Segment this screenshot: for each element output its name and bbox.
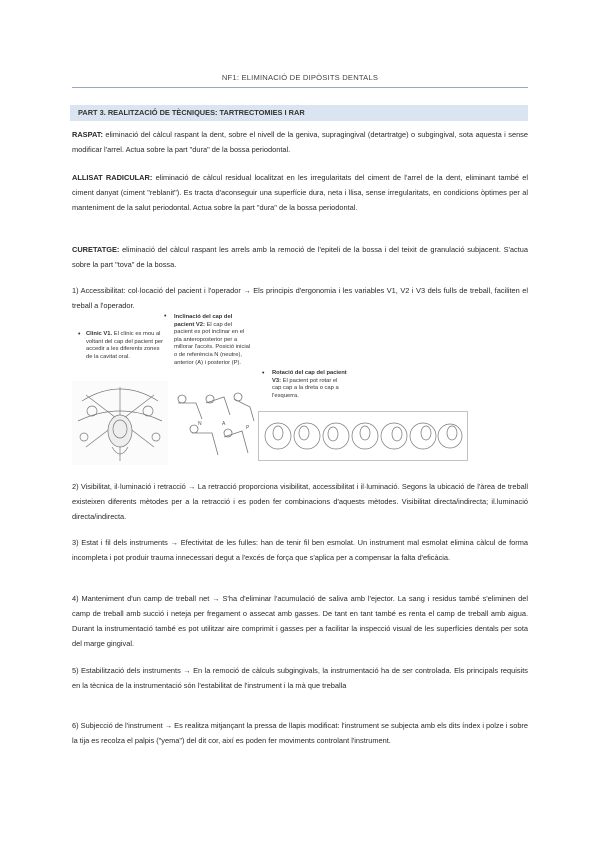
point-text: En la remoció de càlculs subgingivals, la instrumentació ha de ser controlada. Els principals requisits en la tècnica de la instrumentació són l'estabilitat de l'instrument i la mà que treballa (72, 666, 528, 690)
point-camp-net (72, 591, 528, 651)
point-estabilitzacio (72, 663, 528, 693)
point-text: han de tenir fil ben esmolat. Un instrument mal esmolat elimina càlcul de forma incompleta i pot produir trauma innecessari degut a l'excés de força que s'aplica per a compensar la falta d'eficàcia. (72, 538, 528, 562)
definition-allisat (72, 170, 528, 215)
header-divider (72, 87, 528, 88)
definition-curetatge (72, 242, 528, 272)
figure-v2-title: Inclinació del cap del pacient V2: (174, 314, 233, 328)
definition-term: CURETATGE: (72, 245, 120, 254)
point-estat-instruments (72, 535, 528, 565)
point-heading: 5) Estabilització dels instruments → (72, 666, 191, 675)
definition-text: eliminació del càlcul raspant la dent, sobre el nivell de la geniva, supragingival (detartratge) o subgingival, sota aquesta i sense modificar l'arrel. Actua sobre la part "dura" de la bossa periodontal. (72, 130, 528, 154)
point-subjeccio (72, 718, 528, 748)
point-text: La retracció proporciona visibilitat, accessibilitat i il·luminació. Segons la ubicació de l'àrea de treball existeixen diferents mètodes per a la retracció i es poden fer combinacions d'aquests mètodes. Visibilitat directa/indirecta; il.luminació directa/indirecta. (72, 482, 528, 521)
point-heading: 6) Subjecció de l'instrument → (72, 721, 173, 730)
figure-v1-text: El clínic es mou al voltant del cap del pacient per accedir a les diferents zones de la cavitat oral. (86, 331, 164, 360)
ergonomics-figure (72, 303, 472, 465)
point-heading: 1) Accessibilitat: col·locació del pacient i l'operador → (72, 286, 251, 295)
bullet-icon: • (262, 370, 265, 377)
point-heading: 4) Manteniment d'un camp de treball net → (72, 594, 220, 603)
point-text: Els principis d'ergonomia i les variables V1, V2 i V3 dels fulls de treball, faciliten el treball a l'operador. (72, 286, 529, 310)
figure-v2-text: El cap del pacient es pot inclinar en el pla anteroposterior per a millorar l'accés. Posició inicial o de referència N (neutre), anterior (A) i posterior (P). (174, 321, 251, 366)
definition-text: eliminació del càlcul raspant les arrels amb la remoció de l'epiteli de la bossa i del teixit de granulació subjacent. S'actua sobre la part "tova" de la bossa. (72, 245, 528, 269)
point-heading: 3) Estat i fil dels instruments → Efectivitat de les fulles: (72, 538, 258, 547)
bullet-icon: • (78, 331, 81, 338)
figure-v3-text: El pacient pot rotar el cap cap a la dreta o cap a l'esquerra. (272, 377, 339, 399)
bullet-icon: • (164, 313, 167, 320)
point-text: Es realitza mitjançant la pressa de llapis modificat: l'instrument se subjecta amb els dits índex i polze i sobre la tija es recolza el palpis ("yema") del dit cor, així es poden fer moviments controlant l'instrument. (72, 721, 529, 745)
figure-v3-caption (272, 370, 348, 400)
figure-v2-caption (174, 314, 252, 367)
point-heading: 2) Visibilitat, il·luminació i retracció → (72, 482, 196, 491)
head-rotation-illustration (258, 411, 468, 461)
page-header-title: NF1: ELIMINACIÓ DE DIPÒSITS DENTALS (221, 73, 379, 82)
inclination-label-p: P (246, 425, 250, 431)
definition-text: eliminació de càlcul residual localitzat en les irregularitats del ciment de l'arrel de la dent, eliminant també el ciment danyat (ciment "reblanit"). Es tracta d'aconseguir una superfície dura, neta i llisa, sense irregularitats, en condicions òptimes per al manteniment de la salut periodontal. Actua sobre la part "dura" de la bossa periodontal. (72, 173, 528, 212)
figure-v1-title: Clinic V1. (86, 331, 113, 337)
definition-raspat (72, 127, 528, 157)
figure-v3-title: Rotació del cap del pacient V3: (272, 370, 347, 384)
head-inclination-illustration (172, 391, 258, 463)
section-title: PART 3. REALITZACIÓ DE TÈCNIQUES: TARTRECTOMIES I RAR (70, 105, 528, 121)
inclination-label-n: N (198, 421, 202, 427)
figure-v1-caption (86, 331, 164, 361)
point-visibilitat (72, 479, 528, 524)
clock-position-illustration (72, 381, 168, 465)
inclination-label-a: A (222, 421, 226, 427)
definition-term: ALLISAT RADICULAR: (72, 173, 153, 182)
definition-term: RASPAT: (72, 130, 103, 139)
point-text: S'ha d'eliminar l'acumulació de saliva amb l'ejector. La sang i residus també s'eliminen del camp de treball amb succió i neteja per fregament o assecat amb gasses. De tant en tant també es renta el camp de treball amb aigua. Durant la instrumentació també es pot utilitzar aire comprimit i gasses per a facilitar la inspecció visual de les superfícies dentals per sota del marge gingival. (72, 594, 528, 648)
